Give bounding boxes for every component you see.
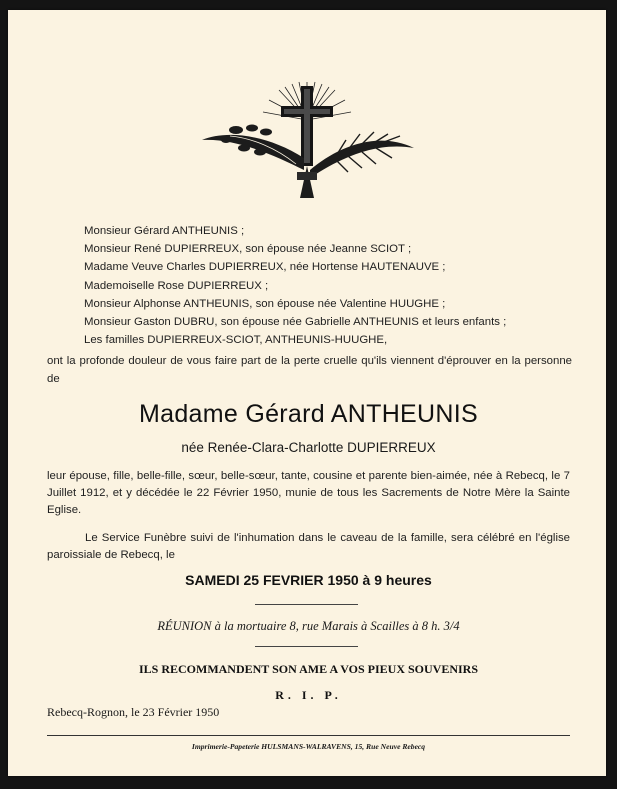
recommendation-text: ILS RECOMMANDENT SON AME A VOS PIEUX SOUVENIRS — [138, 662, 479, 676]
place-date: Rebecq-Rognon, le 23 Février 1950 — [47, 705, 220, 719]
family-line: Monsieur Gérard ANTHEUNIS ; — [84, 225, 245, 237]
rip-text: R. I. P. — [275, 688, 342, 702]
divider — [255, 604, 358, 605]
family-line: Madame Veuve Charles DUPIERREUX, née Hortense HAUTENAUVE ; — [84, 261, 446, 274]
cross-with-palm-branches-icon — [196, 78, 418, 202]
printer-credit: Imprimerie-Papeterie HULSMANS-WALRAVENS, 15, Rue Neuve Rebecq — [191, 742, 426, 751]
intro-text: ont la profonde douleur de vous faire part de la perte cruelle qu'ils viennent d'éprouver en la personne de — [47, 355, 572, 385]
deceased-name: Madame Gérard ANTHEUNIS — [139, 400, 478, 428]
service-date: SAMEDI 25 FEVRIER 1950 à 9 heures — [185, 572, 432, 588]
service-text: Le Service Funèbre suivi de l'inhumation dans le caveau de la famille, sera célébré en l'église paroissiale de Rebecq, le — [47, 532, 570, 562]
family-line: Monsieur Gaston DUBRU, son épouse née Gabrielle ANTHEUNIS et leurs enfants ; — [84, 316, 507, 329]
family-line: Monsieur René DUPIERREUX, son épouse née Jeanne SCIOT ; — [84, 243, 412, 256]
reunion-text: RÉUNION à la mortuaire 8, rue Marais à Scailles à 8 h. 3/4 — [157, 619, 460, 633]
family-list — [84, 222, 584, 349]
footer-divider — [47, 735, 570, 736]
maiden-name: née Renée-Clara-Charlotte DUPIERREUX — [181, 440, 436, 455]
description-text: leur épouse, fille, belle-fille, sœur, belle-sœur, tante, cousine et parente bien-aimée, née à Rebecq, le 7 Juillet 1912, et y décédée le 22 Février 1950, munie de tous les Sacrements de Notre Mère la Sainte Eglise. — [47, 470, 570, 517]
family-line: Mademoiselle Rose DUPIERREUX ; — [84, 279, 269, 292]
family-line: Les familles DUPIERREUX-SCIOT, ANTHEUNIS-HUUGHE, — [84, 334, 388, 347]
family-line: Monsieur Alphonse ANTHEUNIS, son épouse née Valentine HUUGHE ; — [84, 297, 446, 310]
divider — [255, 646, 358, 647]
